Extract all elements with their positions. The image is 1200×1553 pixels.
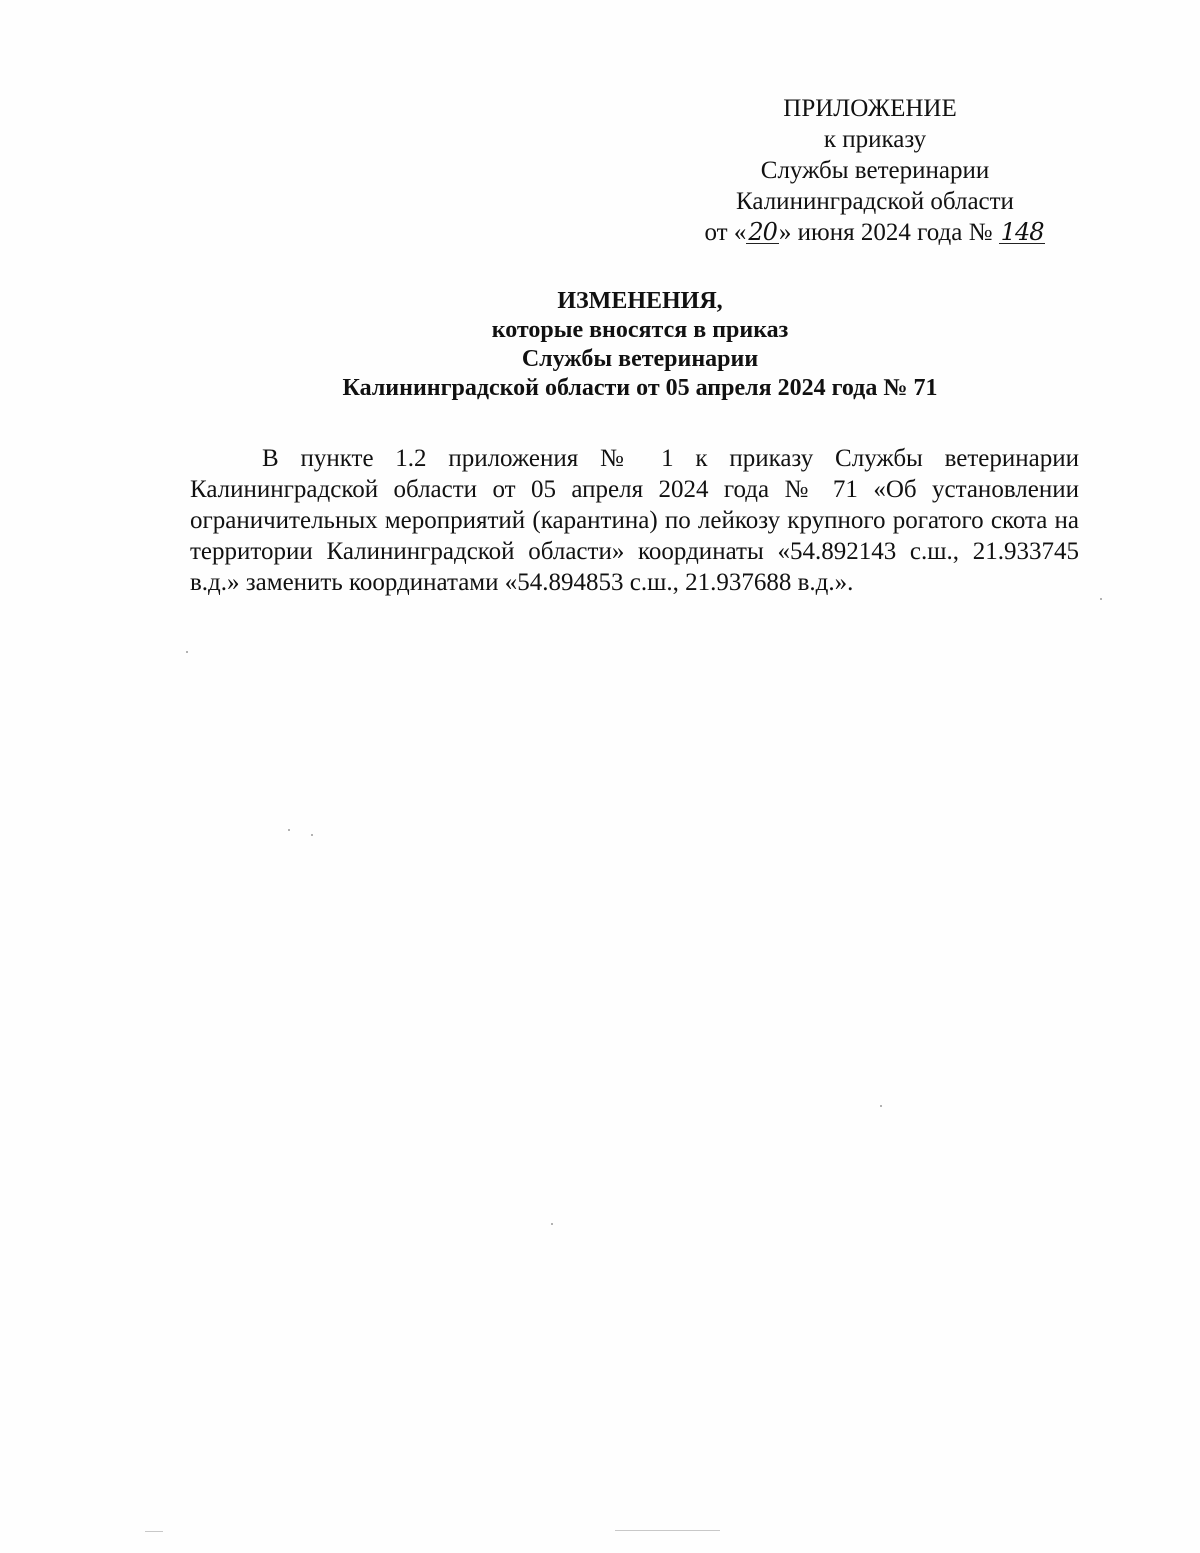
- date-prefix: от «: [704, 219, 747, 246]
- scan-speck: [880, 1105, 882, 1107]
- scan-line: [615, 1530, 720, 1531]
- body-paragraph: В пункте 1.2 приложения № 1 к приказу Службы ветеринарии Калининградской области от 05 апреля 2024 года № 71 «Об установлении ограничительных мероприятий (карантина) по лейкозу крупного рогатого скота на территории Калининградской области» координаты «54.892143 с.ш., 21.933745 в.д.» заменить координатами «54.894853 с.ш., 21.937688 в.д.».: [190, 445, 1079, 596]
- scan-speck: [311, 834, 313, 836]
- handwritten-order-number: 148: [1000, 218, 1044, 246]
- scan-speck: [1100, 598, 1102, 600]
- handwritten-day: 20: [748, 218, 777, 246]
- heading-line-1: которые вносятся в приказ: [491, 317, 789, 343]
- scan-line: [145, 1531, 163, 1532]
- document-heading: [200, 287, 1080, 403]
- appendix-date-line: [690, 217, 1060, 248]
- scan-speck: [288, 829, 290, 831]
- scan-speck: [186, 651, 188, 653]
- date-middle: » июня 2024 года №: [778, 219, 993, 246]
- appendix-line-order: к приказу: [823, 126, 927, 153]
- appendix-line-service: Службы ветеринарии: [760, 157, 990, 184]
- heading-line-2: Службы ветеринарии: [521, 346, 759, 372]
- scan-speck: [551, 1223, 553, 1225]
- heading-title: ИЗМЕНЕНИЯ,: [557, 288, 723, 314]
- appendix-title: ПРИЛОЖЕНИЕ: [783, 95, 957, 122]
- heading-line-3: Калининградской области от 05 апреля 2024 года № 71: [342, 375, 938, 401]
- appendix-header: [690, 93, 1060, 248]
- appendix-line-region: Калининградской области: [736, 188, 1014, 215]
